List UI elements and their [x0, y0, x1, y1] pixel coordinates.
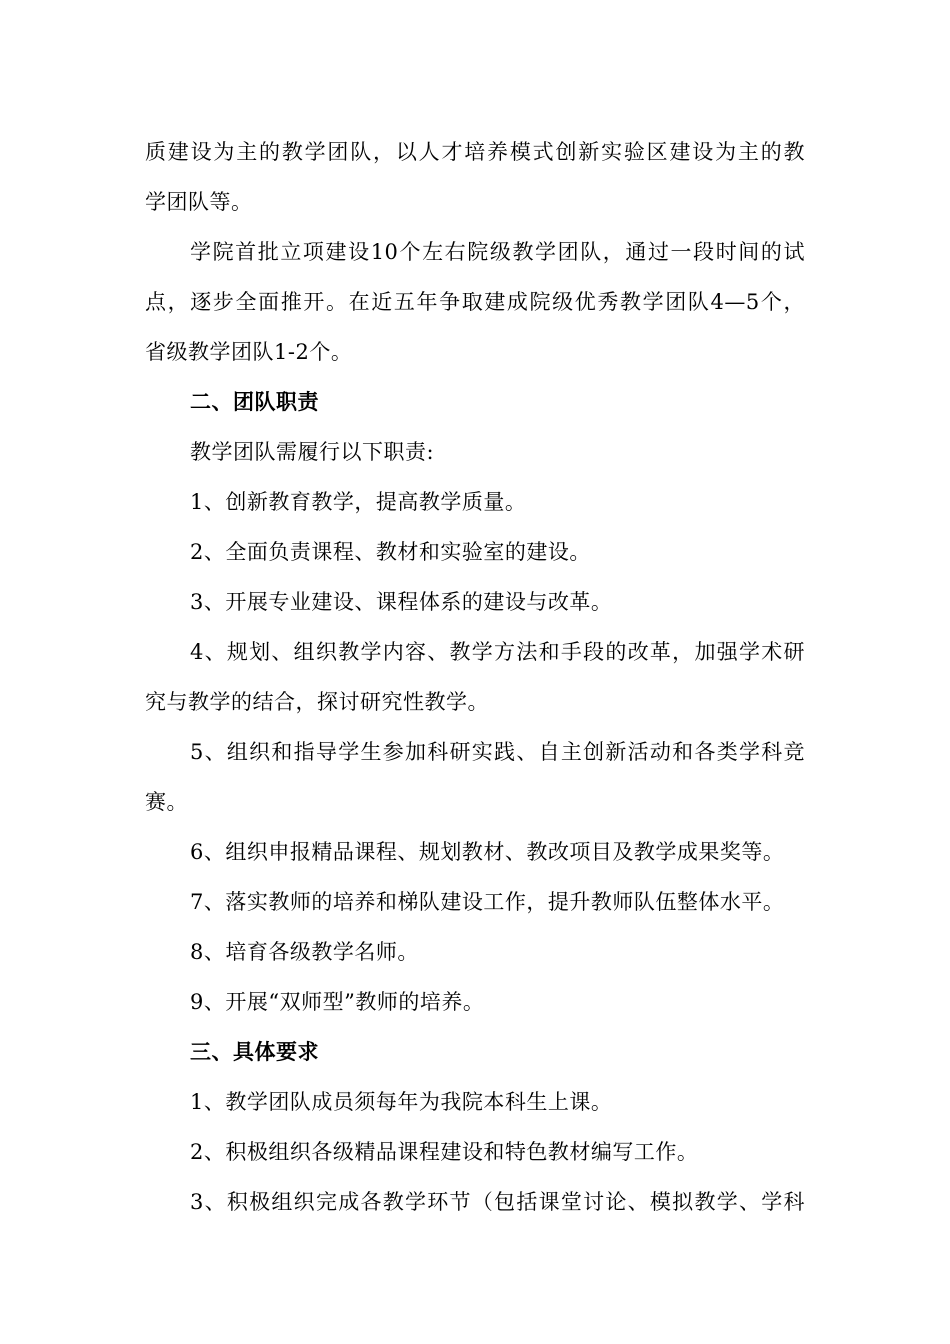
list-item: 2、全面负责课程、教材和实验室的建设。	[190, 540, 591, 564]
list-item: 3、开展专业建设、课程体系的建设与改革。	[190, 590, 613, 614]
list-item: 2、积极组织各级精品课程建设和特色教材编写工作。	[190, 1140, 699, 1164]
list-item: 6、组织申报精品课程、规划教材、教改项目及教学成果奖等。	[190, 840, 785, 864]
section-heading-duties: 二、团队职责	[190, 389, 319, 414]
list-item: 1、教学团队成员须每年为我院本科生上课。	[190, 1090, 613, 1114]
list-item: 8、培育各级教学名师。	[190, 940, 419, 964]
list-item: 1、创新教育教学，提高教学质量。	[190, 490, 527, 514]
paragraph-line: 点，逐步全面推开。在近五年争取建成院级优秀教学团队4—5个，	[145, 290, 805, 314]
list-item-continuation: 究与教学的结合，探讨研究性教学。	[145, 690, 489, 714]
paragraph-line: 质建设为主的教学团队，以人才培养模式创新实验区建设为主的教	[145, 140, 805, 164]
paragraph-line: 教学团队需履行以下职责:	[190, 440, 435, 464]
section-heading-requirements: 三、具体要求	[190, 1039, 319, 1064]
paragraph-line: 省级教学团队1-2个。	[145, 340, 353, 364]
list-item: 3、积极组织完成各教学环节（包括课堂讨论、模拟教学、学科	[190, 1190, 805, 1214]
paragraph-line: 学院首批立项建设10个左右院级教学团队，通过一段时间的试	[190, 240, 805, 264]
list-item-continuation: 赛。	[145, 790, 188, 814]
list-item: 4、规划、组织教学内容、教学方法和手段的改革，加强学术研	[190, 640, 805, 664]
list-item: 5、组织和指导学生参加科研实践、自主创新活动和各类学科竞	[190, 740, 805, 764]
paragraph-line: 学团队等。	[145, 190, 253, 214]
list-item: 7、落实教师的培养和梯队建设工作，提升教师队伍整体水平。	[190, 890, 785, 914]
list-item: 9、开展“双师型”教师的培养。	[190, 990, 485, 1014]
